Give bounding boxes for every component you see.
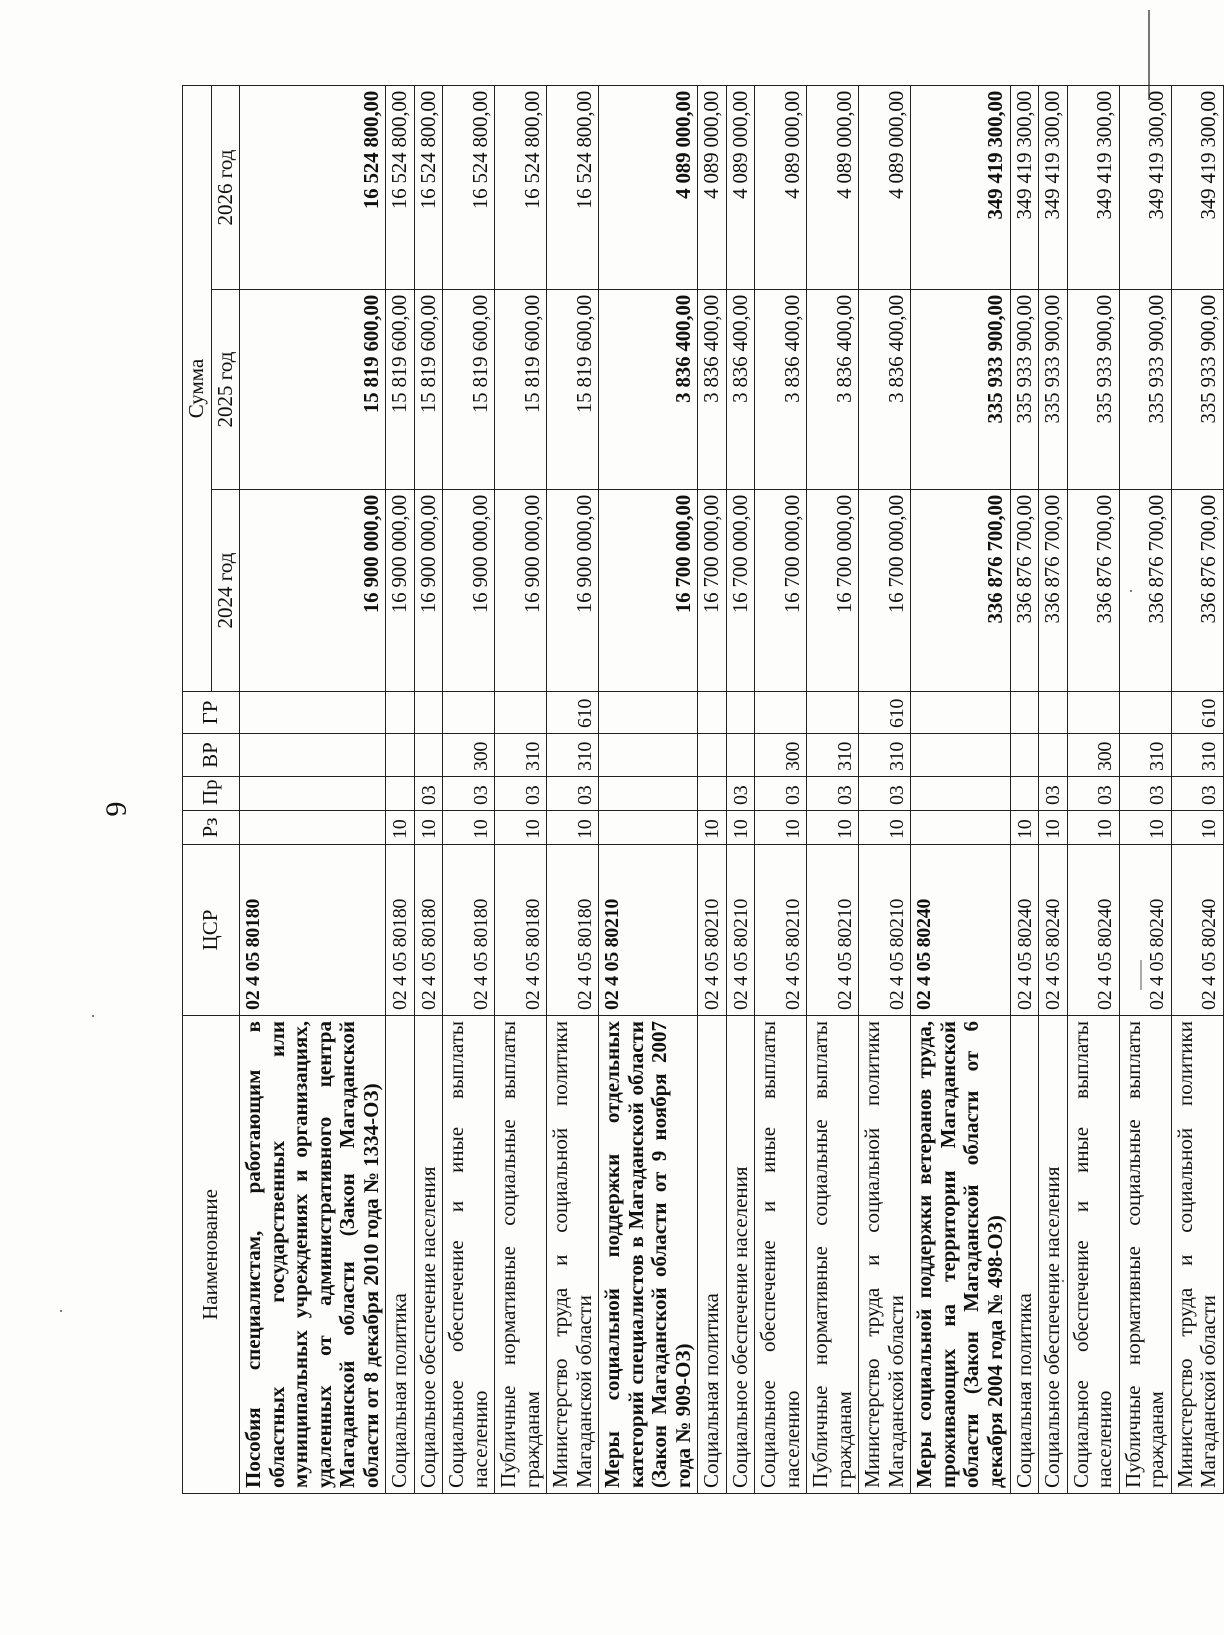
cell-y2026: 16 524 800,00 <box>414 85 443 289</box>
cell-vr: 310 <box>1119 734 1171 777</box>
scan-speck <box>60 1310 62 1312</box>
cell-pr: 03 <box>1039 777 1068 811</box>
cell-y2026: 16 524 800,00 <box>495 85 547 289</box>
cell-csr: 02 4 05 80180 <box>240 845 386 1016</box>
cell-y2025: 3 836 400,00 <box>726 290 755 490</box>
table-row-section <box>599 85 698 1493</box>
cell-pr <box>386 777 415 811</box>
cell-vr: 310 <box>495 734 547 777</box>
cell-name: Социальная политика <box>386 1016 415 1494</box>
table-row <box>1119 85 1171 1493</box>
table-row <box>1010 85 1039 1493</box>
cell-y2025: 15 819 600,00 <box>443 290 495 490</box>
header-csr: ЦСР <box>183 845 240 1016</box>
cell-y2024: 16 700 000,00 <box>726 490 755 692</box>
cell-csr: 02 4 05 80240 <box>1119 845 1171 1016</box>
cell-csr: 02 4 05 80180 <box>443 845 495 1016</box>
cell-vr: 310 <box>859 734 911 777</box>
cell-rz: 10 <box>386 811 415 845</box>
cell-rz: 10 <box>495 811 547 845</box>
cell-y2024: 16 900 000,00 <box>443 490 495 692</box>
header-rz: Рз <box>183 811 240 845</box>
cell-y2024: 16 700 000,00 <box>807 490 859 692</box>
cell-gr <box>1010 692 1039 734</box>
table-row <box>547 85 599 1493</box>
cell-name: Меры социальной поддержки отдельных категорий специалистов в Магаданской области (Закон Магаданской области от 9 ноября 2007 года № 909-ОЗ) <box>599 1016 698 1494</box>
cell-y2024: 336 876 700,00 <box>911 490 1010 692</box>
cell-rz: 10 <box>698 811 727 845</box>
cell-csr: 02 4 05 80210 <box>698 845 727 1016</box>
header-vr: ВР <box>183 734 240 777</box>
cell-gr <box>698 692 727 734</box>
cell-name: Социальное обеспечение населения <box>1039 1016 1068 1494</box>
cell-name: Социальная политика <box>698 1016 727 1494</box>
cell-y2025: 335 933 900,00 <box>911 290 1010 490</box>
cell-name: Публичные нормативные социальные выплаты гражданам <box>495 1016 547 1494</box>
cell-csr: 02 4 05 80210 <box>726 845 755 1016</box>
table-row <box>443 85 495 1493</box>
cell-y2025: 3 836 400,00 <box>599 290 698 490</box>
cell-vr: 300 <box>755 734 807 777</box>
cell-vr: 310 <box>1171 734 1223 777</box>
cell-name: Социальное обеспечение и иные выплаты населению <box>443 1016 495 1494</box>
cell-csr: 02 4 05 80180 <box>495 845 547 1016</box>
cell-vr: 310 <box>547 734 599 777</box>
table-row <box>755 85 807 1493</box>
cell-pr: 03 <box>859 777 911 811</box>
cell-y2024: 16 900 000,00 <box>547 490 599 692</box>
cell-rz: 10 <box>547 811 599 845</box>
header-2025: 2025 год <box>211 290 240 490</box>
cell-name: Пособия специалистам, работающим в областных государственных или муниципальных учреждениях и организациях, удаленных от административного центра Магаданской области (Закон Магаданской области от 8 декабря 2010 года № 1334-ОЗ) <box>240 1016 386 1494</box>
cell-name: Публичные нормативные социальные выплаты гражданам <box>1119 1016 1171 1494</box>
cell-y2024: 16 900 000,00 <box>240 490 386 692</box>
cell-csr: 02 4 05 80240 <box>1067 845 1119 1016</box>
cell-csr: 02 4 05 80210 <box>859 845 911 1016</box>
table-row <box>495 85 547 1493</box>
cell-name: Социальное обеспечение и иные выплаты населению <box>1067 1016 1119 1494</box>
cell-y2024: 16 700 000,00 <box>755 490 807 692</box>
cell-vr <box>240 734 386 777</box>
cell-name: Публичные нормативные социальные выплаты гражданам <box>807 1016 859 1494</box>
budget-table <box>182 85 1224 1494</box>
cell-pr <box>240 777 386 811</box>
cell-y2026: 349 419 300,00 <box>911 85 1010 289</box>
cell-y2024: 16 900 000,00 <box>414 490 443 692</box>
cell-y2025: 3 836 400,00 <box>807 290 859 490</box>
cell-y2026: 4 089 000,00 <box>755 85 807 289</box>
cell-rz <box>599 811 698 845</box>
cell-y2024: 336 876 700,00 <box>1010 490 1039 692</box>
cell-y2024: 16 700 000,00 <box>599 490 698 692</box>
cell-y2025: 15 819 600,00 <box>414 290 443 490</box>
cell-vr <box>599 734 698 777</box>
cell-name: Социальное обеспечение и иные выплаты населению <box>755 1016 807 1494</box>
cell-vr <box>1010 734 1039 777</box>
cell-pr: 03 <box>807 777 859 811</box>
cell-y2026: 4 089 000,00 <box>599 85 698 289</box>
cell-y2026: 16 524 800,00 <box>240 85 386 289</box>
table-row-section <box>911 85 1010 1493</box>
cell-vr: 300 <box>1067 734 1119 777</box>
cell-gr <box>807 692 859 734</box>
cell-y2024: 336 876 700,00 <box>1039 490 1068 692</box>
cell-csr: 02 4 05 80210 <box>755 845 807 1016</box>
cell-csr: 02 4 05 80240 <box>1171 845 1223 1016</box>
cell-y2025: 15 819 600,00 <box>495 290 547 490</box>
cell-y2025: 335 933 900,00 <box>1010 290 1039 490</box>
page-number: 6 <box>99 801 133 817</box>
cell-rz: 10 <box>726 811 755 845</box>
table-row <box>726 85 755 1493</box>
cell-vr: 310 <box>807 734 859 777</box>
cell-y2024: 16 900 000,00 <box>386 490 415 692</box>
table-row <box>1171 85 1223 1493</box>
cell-y2025: 15 819 600,00 <box>240 290 386 490</box>
cell-csr: 02 4 05 80210 <box>807 845 859 1016</box>
table-row <box>1039 85 1068 1493</box>
cell-gr <box>726 692 755 734</box>
cell-y2026: 349 419 300,00 <box>1039 85 1068 289</box>
table-row <box>414 85 443 1493</box>
cell-csr: 02 4 05 80240 <box>1010 845 1039 1016</box>
table-row <box>859 85 911 1493</box>
cell-y2025: 15 819 600,00 <box>547 290 599 490</box>
cell-csr: 02 4 05 80210 <box>599 845 698 1016</box>
cell-pr: 03 <box>443 777 495 811</box>
cell-y2024: 16 900 000,00 <box>495 490 547 692</box>
cell-y2025: 15 819 600,00 <box>386 290 415 490</box>
cell-pr: 03 <box>755 777 807 811</box>
cell-rz: 10 <box>1171 811 1223 845</box>
cell-gr <box>755 692 807 734</box>
cell-name: Министерство труда и социальной политики Магаданской области <box>859 1016 911 1494</box>
cell-name: Министерство труда и социальной политики Магаданской области <box>1171 1016 1223 1494</box>
cell-vr <box>911 734 1010 777</box>
cell-y2026: 16 524 800,00 <box>443 85 495 289</box>
cell-y2025: 3 836 400,00 <box>698 290 727 490</box>
cell-gr <box>1067 692 1119 734</box>
cell-rz: 10 <box>859 811 911 845</box>
cell-csr: 02 4 05 80180 <box>386 845 415 1016</box>
cell-rz: 10 <box>443 811 495 845</box>
cell-gr: 610 <box>1171 692 1223 734</box>
cell-rz: 10 <box>414 811 443 845</box>
header-2024: 2024 год <box>211 490 240 692</box>
cell-vr <box>726 734 755 777</box>
cell-vr <box>698 734 727 777</box>
cell-gr: 610 <box>859 692 911 734</box>
header-row <box>183 85 212 1493</box>
cell-vr <box>386 734 415 777</box>
cell-y2024: 336 876 700,00 <box>1119 490 1171 692</box>
table-row <box>386 85 415 1493</box>
cell-rz: 10 <box>807 811 859 845</box>
cell-rz: 10 <box>1010 811 1039 845</box>
cell-vr: 300 <box>443 734 495 777</box>
cell-y2025: 3 836 400,00 <box>859 290 911 490</box>
cell-pr: 03 <box>1171 777 1223 811</box>
header-pr: Пр <box>183 777 240 811</box>
header-2026: 2026 год <box>211 85 240 289</box>
cell-gr <box>443 692 495 734</box>
cell-pr <box>599 777 698 811</box>
cell-y2025: 3 836 400,00 <box>755 290 807 490</box>
header-gr: ГР <box>183 692 240 734</box>
cell-y2026: 16 524 800,00 <box>386 85 415 289</box>
table-row <box>1067 85 1119 1493</box>
scan-speck <box>92 1015 94 1017</box>
cell-y2026: 4 089 000,00 <box>859 85 911 289</box>
cell-gr: 610 <box>547 692 599 734</box>
rotated-table-container <box>182 86 1221 1494</box>
cell-csr: 02 4 05 80240 <box>1039 845 1068 1016</box>
cell-y2025: 335 933 900,00 <box>1171 290 1223 490</box>
cell-pr: 03 <box>495 777 547 811</box>
cell-pr: 03 <box>547 777 599 811</box>
cell-rz: 10 <box>1119 811 1171 845</box>
cell-rz: 10 <box>1067 811 1119 845</box>
header-sum: Сумма <box>183 85 212 691</box>
header-name: Наименование <box>183 1016 240 1494</box>
cell-y2025: 335 933 900,00 <box>1067 290 1119 490</box>
cell-name: Социальное обеспечение населения <box>414 1016 443 1494</box>
cell-gr <box>1119 692 1171 734</box>
cell-gr <box>599 692 698 734</box>
cell-gr <box>1039 692 1068 734</box>
cell-pr: 03 <box>1119 777 1171 811</box>
table-row <box>698 85 727 1493</box>
cell-y2024: 336 876 700,00 <box>1171 490 1223 692</box>
cell-pr: 03 <box>414 777 443 811</box>
cell-y2025: 335 933 900,00 <box>1039 290 1068 490</box>
cell-y2026: 349 419 300,00 <box>1010 85 1039 289</box>
cell-y2026: 349 419 300,00 <box>1171 85 1223 289</box>
cell-pr <box>1010 777 1039 811</box>
cell-csr: 02 4 05 80180 <box>414 845 443 1016</box>
cell-rz: 10 <box>1039 811 1068 845</box>
cell-y2026: 4 089 000,00 <box>726 85 755 289</box>
cell-gr <box>414 692 443 734</box>
cell-name: Социальное обеспечение населения <box>726 1016 755 1494</box>
cell-pr: 03 <box>726 777 755 811</box>
cell-y2025: 335 933 900,00 <box>1119 290 1171 490</box>
cell-vr <box>1039 734 1068 777</box>
cell-y2026: 349 419 300,00 <box>1119 85 1171 289</box>
cell-rz <box>911 811 1010 845</box>
cell-pr <box>698 777 727 811</box>
cell-y2026: 4 089 000,00 <box>807 85 859 289</box>
cell-csr: 02 4 05 80180 <box>547 845 599 1016</box>
cell-name: Социальная политика <box>1010 1016 1039 1494</box>
cell-y2026: 349 419 300,00 <box>1067 85 1119 289</box>
cell-y2024: 16 700 000,00 <box>698 490 727 692</box>
cell-pr: 03 <box>1067 777 1119 811</box>
cell-gr <box>911 692 1010 734</box>
cell-name: Министерство труда и социальной политики Магаданской области <box>547 1016 599 1494</box>
cell-rz: 10 <box>755 811 807 845</box>
table-row <box>807 85 859 1493</box>
cell-vr <box>414 734 443 777</box>
cell-rz <box>240 811 386 845</box>
cell-gr <box>495 692 547 734</box>
cell-y2024: 16 700 000,00 <box>859 490 911 692</box>
cell-pr <box>911 777 1010 811</box>
table-row-section <box>240 85 386 1493</box>
cell-y2026: 16 524 800,00 <box>547 85 599 289</box>
cell-csr: 02 4 05 80240 <box>911 845 1010 1016</box>
cell-y2024: 336 876 700,00 <box>1067 490 1119 692</box>
cell-y2026: 4 089 000,00 <box>698 85 727 289</box>
cell-gr <box>240 692 386 734</box>
cell-name: Меры социальной поддержки ветеранов труда, проживающих на территории Магаданской области (Закон Магаданской области от 6 декабря 2004 года № 498-ОЗ) <box>911 1016 1010 1494</box>
cell-gr <box>386 692 415 734</box>
